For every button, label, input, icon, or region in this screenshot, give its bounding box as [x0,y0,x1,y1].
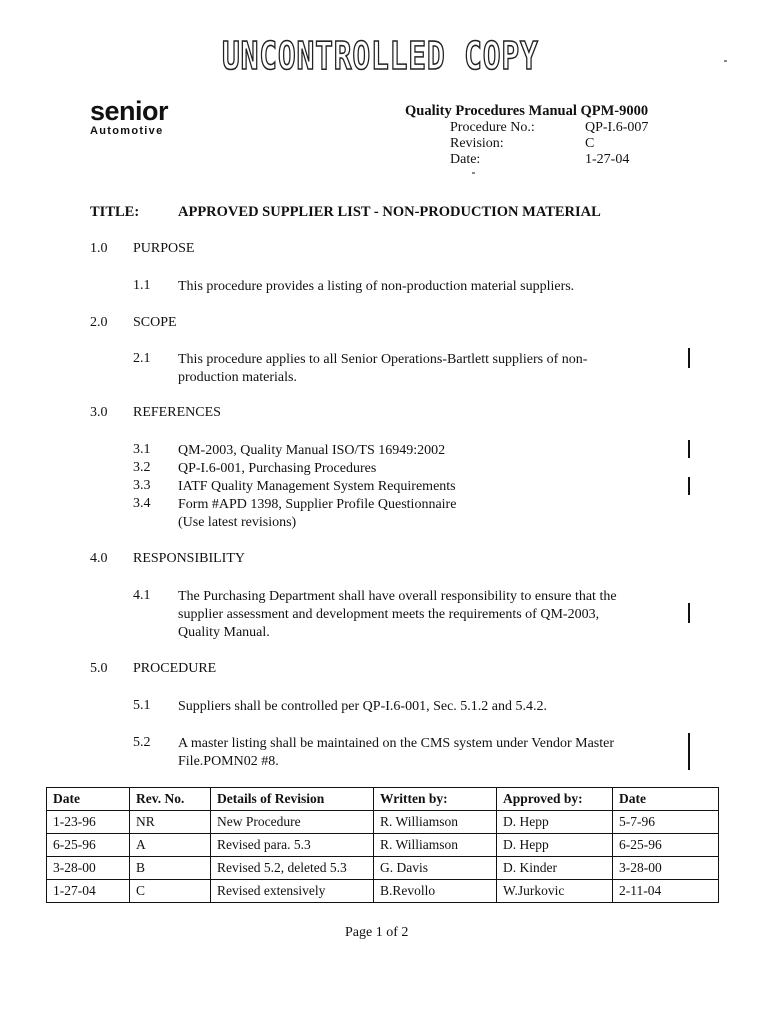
table-row [47,834,719,857]
table-row [47,857,719,880]
col-header-approved-date: Date [613,788,719,811]
item-text: The Purchasing Department shall have overall responsibility to ensure that the supplier assessment and development meets the requirements of QM-2003, Quality Manual. [178,589,617,640]
date-value: 1-27-04 [585,152,630,167]
table-cell: D. Kinder [497,857,613,880]
revision-bar [688,733,690,770]
scan-speck [724,60,727,62]
section-number: 5.0 [90,661,108,676]
table-cell: C [130,880,211,903]
revision-history-table [46,787,719,903]
item-number: 3.3 [133,478,151,493]
revision-value: C [585,136,595,151]
table-cell: 1-27-04 [47,880,130,903]
item-text: A master listing shall be maintained on the CMS system under Vendor Master File.POMN02 #8. [178,736,615,769]
item-text: IATF Quality Management System Requirements [178,479,456,494]
logo-subtitle: Automotive [90,125,164,137]
col-header-rev-no: Rev. No. [130,788,211,811]
scan-speck [472,172,475,174]
item-number: 3.4 [133,496,151,511]
table-cell: R. Williamson [374,811,497,834]
col-header-date: Date [47,788,130,811]
table-cell: G. Davis [374,857,497,880]
section-heading-procedure: PROCEDURE [133,661,217,676]
col-header-written-by: Written by: [374,788,497,811]
table-cell: 6-25-96 [613,834,719,857]
table-cell: 3-28-00 [613,857,719,880]
procedure-no-value: QP-I.6-007 [585,120,649,135]
item-number: 4.1 [133,588,151,603]
table-cell: Revised 5.2, deleted 5.3 [211,857,374,880]
table-cell: NR [130,811,211,834]
item-text: This procedure applies to all Senior Operations-Bartlett suppliers of non- production materials. [178,352,588,385]
item-number: 2.1 [133,351,151,366]
table-cell: D. Hepp [497,811,613,834]
table-cell: New Procedure [211,811,374,834]
section-heading-references: REFERENCES [133,405,221,420]
section-heading-responsibility: RESPONSIBILITY [133,551,246,566]
revision-bar [688,603,690,623]
table-cell: 1-23-96 [47,811,130,834]
item-number: 1.1 [133,278,151,293]
revision-label: Revision: [450,136,504,151]
section-heading-scope: SCOPE [133,315,177,330]
uncontrolled-copy-stamp: UNCONTROLLED COPY [222,34,539,78]
item-text: QM-2003, Quality Manual ISO/TS 16949:2002 [178,443,446,458]
table-row [47,880,719,903]
table-cell: 3-28-00 [47,857,130,880]
table-cell: 2-11-04 [613,880,719,903]
item-number: 5.2 [133,735,151,750]
section-number: 3.0 [90,405,108,420]
senior-automotive-logo [90,98,168,137]
item-number: 3.2 [133,460,151,475]
logo-name: senior [90,96,169,126]
section-heading-purpose: PURPOSE [133,241,195,256]
document-title: APPROVED SUPPLIER LIST - NON-PRODUCTION MATERIAL [178,204,601,220]
table-cell: B [130,857,211,880]
revision-bar [688,477,690,495]
item-text: Suppliers shall be controlled per QP-I.6-001, Sec. 5.1.2 and 5.4.2. [178,699,547,714]
section-number: 1.0 [90,241,108,256]
col-header-approved-by: Approved by: [497,788,613,811]
page-number: Page 1 of 2 [345,925,409,940]
revision-bar [688,348,690,368]
table-cell: B.Revollo [374,880,497,903]
date-label: Date: [450,152,481,167]
table-cell: D. Hepp [497,834,613,857]
procedure-no-label: Procedure No.: [450,120,535,135]
table-cell: W.Jurkovic [497,880,613,903]
table-cell: A [130,834,211,857]
item-number: 5.1 [133,698,151,713]
section-number: 2.0 [90,315,108,330]
table-header-row [47,788,719,811]
title-label: TITLE: [90,204,140,220]
table-row [47,811,719,834]
section-number: 4.0 [90,551,108,566]
table-cell: 6-25-96 [47,834,130,857]
item-text: QP-I.6-001, Purchasing Procedures [178,461,377,476]
item-text: This procedure provides a listing of non-production material suppliers. [178,279,575,294]
table-cell: Revised extensively [211,880,374,903]
table-cell: 5-7-96 [613,811,719,834]
manual-title: Quality Procedures Manual QPM-9000 [405,103,649,119]
item-number: 3.1 [133,442,151,457]
table-cell: Revised para. 5.3 [211,834,374,857]
revision-bar [688,440,690,458]
item-text: Form #APD 1398, Supplier Profile Questionnaire (Use latest revisions) [178,497,457,530]
col-header-details: Details of Revision [211,788,374,811]
table-cell: R. Williamson [374,834,497,857]
